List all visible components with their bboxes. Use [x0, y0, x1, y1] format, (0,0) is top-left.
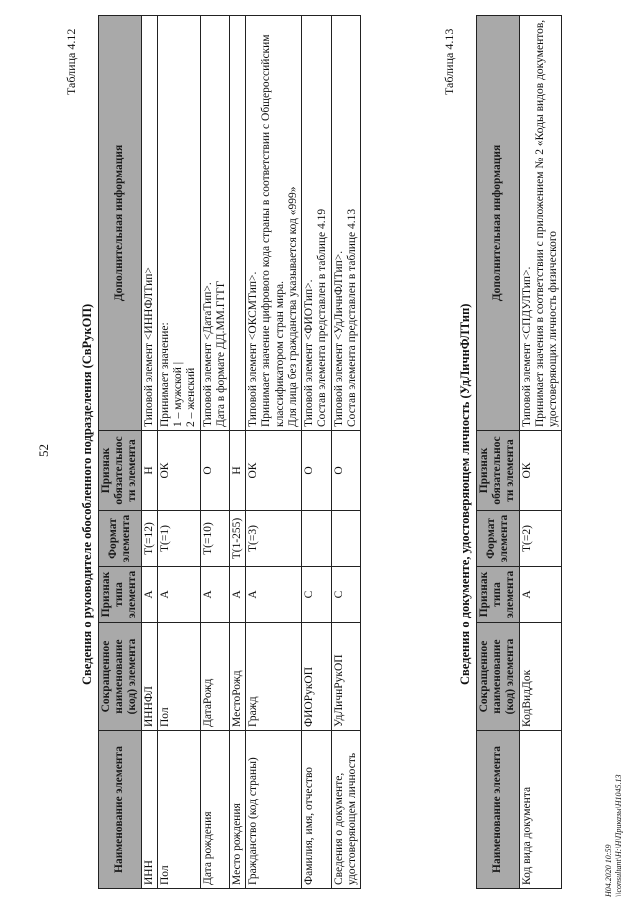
table-cell: Типовой элемент <ИННФЛТип>	[141, 16, 157, 431]
table-cell: А	[200, 567, 229, 623]
table-row	[200, 16, 229, 889]
page-number: 52	[36, 444, 51, 457]
table-cell: ОК	[157, 431, 200, 511]
table-row	[229, 16, 245, 889]
table-number-4-12: Таблица 4.12	[64, 28, 78, 95]
column-header: Наименование элемента	[99, 731, 142, 889]
column-header: Формат элемента	[477, 511, 520, 567]
table-4-13	[476, 15, 562, 889]
table-header-row	[477, 16, 520, 889]
table-cell	[331, 511, 360, 567]
table-cell: T(=10)	[200, 511, 229, 567]
table-cell: T(=3)	[246, 511, 302, 567]
table-cell: А	[229, 567, 245, 623]
table-cell: T(=12)	[141, 511, 157, 567]
table-cell: Место рождения	[229, 731, 245, 889]
table-cell: Пол	[157, 623, 200, 731]
table-cell: УдЛичнРукОП	[331, 623, 360, 731]
column-header: Дополнительная информация	[99, 16, 142, 431]
table-title-4-13: Сведения о документе, удостоверяющем личность (УдЛичнФЛТип)	[458, 303, 472, 685]
table-cell	[302, 511, 331, 567]
table-row	[141, 16, 157, 889]
table-cell: О	[302, 431, 331, 511]
column-header: Признак обязательности элемента	[477, 431, 520, 511]
column-header: Формат элемента	[99, 511, 142, 567]
table-cell: Н	[229, 431, 245, 511]
table-cell: Гражданство (код страны)	[246, 731, 302, 889]
table-cell: ФИОРукОП	[302, 623, 331, 731]
table-row	[519, 16, 562, 889]
table-cell: А	[246, 567, 302, 623]
table-row	[331, 16, 360, 889]
table-number-4-13: Таблица 4.13	[442, 28, 456, 95]
table-cell: Типовой элемент <ОКСМТип>. Принимает значение цифрового кода страны в соответствии с Общероссийским классификатором стран мира. Для лица без гражданства указывается код «999»	[246, 16, 302, 431]
table-cell: Типовой элемент <УдЛичнФЛТип>. Состав элемента представлен в таблице 4.13	[331, 16, 360, 431]
table-cell: Типовой элемент <ДатаТип>. Дата в формате ДД.ММ.ГГГГ	[200, 16, 229, 431]
footer-line-2: \\consultant\H:\H\Приказы\Н1045.13	[613, 774, 623, 897]
table-header-row	[99, 16, 142, 889]
table-cell: А	[157, 567, 200, 623]
column-header: Наименование элемента	[477, 731, 520, 889]
table-cell: ОК	[519, 431, 562, 511]
footer-stamp	[604, 774, 623, 897]
table-cell: А	[519, 567, 562, 623]
table-cell: ИНН	[141, 731, 157, 889]
table-cell: О	[200, 431, 229, 511]
table-row	[246, 16, 302, 889]
table-cell: Код вида документа	[519, 731, 562, 889]
table-cell: Гражд	[246, 623, 302, 731]
table-cell: Сведения о документе, удостоверяющем личность	[331, 731, 360, 889]
table-4-12	[98, 15, 361, 889]
column-header: Признак обязательности элемента	[99, 431, 142, 511]
table-cell: А	[141, 567, 157, 623]
table-cell: T(1-255)	[229, 511, 245, 567]
table-title-4-12: Сведения о руководителе обособленного подразделения (СвРукОП)	[80, 303, 94, 685]
table-cell: МестоРожд	[229, 623, 245, 731]
table-cell: Принимает значение: 1 – мужской | 2 – женский	[157, 16, 200, 431]
table-cell: О	[331, 431, 360, 511]
column-header: Признак типа элемента	[99, 567, 142, 623]
table-cell	[229, 16, 245, 431]
table-cell: Фамилия, имя, отчество	[302, 731, 331, 889]
table-cell: Пол	[157, 731, 200, 889]
table-row	[302, 16, 331, 889]
column-header: Признак типа элемента	[477, 567, 520, 623]
column-header: Сокращенное наименование (код) элемента	[477, 623, 520, 731]
table-cell: T(=1)	[157, 511, 200, 567]
footer-line-1: Н04.2020 10:59	[604, 844, 613, 897]
table-cell: С	[302, 567, 331, 623]
table-cell: ОК	[246, 431, 302, 511]
table-cell: КодВидДок	[519, 623, 562, 731]
table-cell: ИННФЛ	[141, 623, 157, 731]
table-cell: Н	[141, 431, 157, 511]
table-row	[157, 16, 200, 889]
table-cell: Типовой элемент <СПДУЛТип>. Принимает значения в соответствии с приложением № 2 «Коды видов документов, удостоверяющих личность физического	[519, 16, 562, 431]
column-header: Дополнительная информация	[477, 16, 520, 431]
table-cell: T(=2)	[519, 511, 562, 567]
table-cell: ДатаРожд	[200, 623, 229, 731]
table-cell: С	[331, 567, 360, 623]
table-cell: Дата рождения	[200, 731, 229, 889]
column-header: Сокращенное наименование (код) элемента	[99, 623, 142, 731]
table-cell: Типовой элемент <ФИОТип>. Состав элемента представлен в таблице 4.19	[302, 16, 331, 431]
